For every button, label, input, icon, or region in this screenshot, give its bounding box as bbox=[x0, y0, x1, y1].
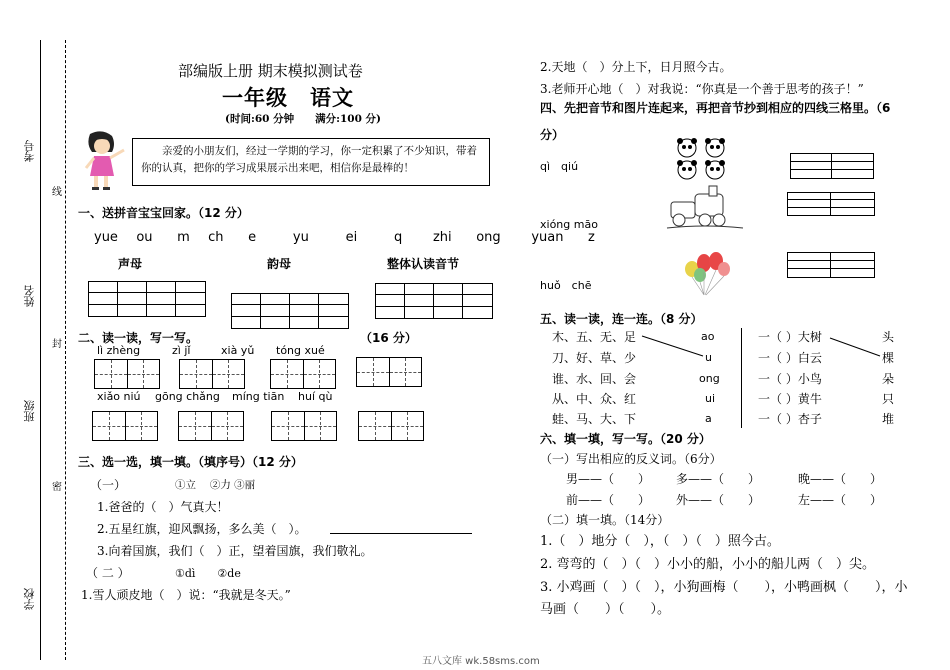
cat-shengmu: 声母 bbox=[118, 257, 143, 271]
exam-meta: (时间:60 分钟 满分:100 分) bbox=[225, 113, 382, 125]
section3-title: 三、选一选，填一填。（填序号）（12 分） bbox=[78, 455, 303, 469]
pinyin: xià yǔ bbox=[221, 344, 255, 357]
four-line-grid[interactable] bbox=[787, 252, 875, 278]
measure-phrase: 一（ ）黄牛 bbox=[758, 392, 822, 406]
panda-picture bbox=[675, 136, 730, 184]
writing-box[interactable] bbox=[179, 359, 245, 389]
measure-word: 堆 bbox=[882, 412, 895, 426]
section2-score: （16 分） bbox=[360, 331, 417, 345]
letter: m bbox=[177, 230, 190, 245]
label-name: 姓名 bbox=[23, 285, 36, 307]
footer-watermark: 五八文库 wk.58sms.com bbox=[422, 656, 540, 667]
letter: yuan bbox=[531, 230, 564, 245]
seal-mark-xian: 线 bbox=[52, 183, 62, 198]
vowel: a bbox=[705, 412, 712, 425]
pinyin: gōng chǎng bbox=[155, 390, 220, 403]
writing-box[interactable] bbox=[356, 357, 422, 387]
measure-word: 棵 bbox=[882, 351, 895, 365]
char-group: 刀、好、草、少 bbox=[552, 351, 637, 365]
writing-box[interactable] bbox=[94, 359, 160, 389]
syllable: huǒ chē bbox=[540, 279, 592, 292]
options-2: ①dì ②de bbox=[175, 567, 241, 580]
section1-letters bbox=[94, 230, 595, 245]
seal-mark-mi: 密 bbox=[52, 478, 62, 493]
pinyin: lì zhèng bbox=[97, 344, 141, 357]
question: 2.五星红旗，迎风飘扬，多么美（ ）。 bbox=[97, 522, 307, 536]
balloons-picture bbox=[680, 249, 735, 297]
train-picture bbox=[665, 184, 745, 232]
measure-word: 只 bbox=[882, 392, 895, 406]
antonym: 外——（ ） bbox=[676, 493, 761, 507]
fill-question: 1.（ ）地分（ ），（ ）（ ）照今古。 bbox=[540, 534, 780, 549]
letter: e bbox=[248, 230, 257, 245]
answer-grid-shengmu[interactable] bbox=[88, 281, 206, 317]
letter: ei bbox=[345, 230, 358, 245]
divider-line bbox=[741, 328, 742, 428]
section4-title-cont: 分） bbox=[540, 128, 565, 142]
fill-question: 2. 弯弯的（ ）（ ）小小的船，小小的船儿两（ ）尖。 bbox=[540, 557, 876, 572]
question: 1.雪人顽皮地（ ）说：“我就是冬天。” bbox=[81, 588, 291, 602]
antonym: 前——（ ） bbox=[566, 493, 651, 507]
pinyin: xiǎo niú bbox=[97, 390, 141, 403]
writing-box[interactable] bbox=[358, 411, 424, 441]
pinyin: míng tiān bbox=[232, 390, 285, 403]
exam-subtitle: 部编版上册 期末模拟测试卷 bbox=[178, 62, 363, 80]
char-group: 谁、水、回、会 bbox=[552, 372, 637, 386]
char-group: 木、五、无、足 bbox=[552, 330, 637, 344]
measure-phrase: 一（ ）杏子 bbox=[758, 412, 822, 426]
antonym: 男——（ ） bbox=[566, 472, 651, 486]
exam-title: 一年级 语文 bbox=[222, 86, 354, 110]
letter: yu bbox=[292, 230, 309, 245]
part-label: （ 二 ） bbox=[86, 566, 130, 580]
answer-grid-yunmu[interactable] bbox=[231, 293, 349, 329]
vowel: ong bbox=[699, 372, 720, 385]
four-line-grid[interactable] bbox=[790, 153, 874, 179]
antonym: 左——（ ） bbox=[798, 493, 883, 507]
char-group: 从、中、众、红 bbox=[552, 392, 637, 406]
cat-zhengti: 整体认读音节 bbox=[387, 257, 460, 271]
binding-dashed-line bbox=[65, 40, 66, 660]
letter: z bbox=[587, 230, 595, 245]
fill-question: 马画（ ）（ ）。 bbox=[540, 602, 671, 617]
letter: ong bbox=[476, 230, 501, 245]
answer-blank-line[interactable] bbox=[330, 533, 472, 534]
blank-line bbox=[40, 80, 41, 170]
part-label: （一） bbox=[90, 478, 127, 492]
letter: zhi bbox=[432, 230, 452, 245]
writing-box[interactable] bbox=[271, 411, 337, 441]
label-exam-number: 考号 bbox=[23, 140, 36, 162]
pinyin: tóng xué bbox=[276, 344, 325, 357]
seal-mark-feng: 封 bbox=[52, 335, 62, 350]
question: 3.向着国旗，我们（ ）正，望着国旗，我们敬礼。 bbox=[97, 544, 373, 558]
section4-title: 四、先把音节和图片连起来，再把音节抄到相应的四线三格里。（6 bbox=[540, 101, 891, 115]
letter: q bbox=[394, 230, 403, 245]
intro-message-box: 亲爱的小朋友们，经过一学期的学习，你一定积累了不少知识，带着你的认真，把你的学习成果展示出来吧，相信你是最棒的！ bbox=[132, 138, 490, 186]
measure-word: 朵 bbox=[882, 372, 895, 386]
syllable: qì qiú bbox=[540, 160, 579, 173]
writing-box[interactable] bbox=[270, 359, 336, 389]
vowel: u bbox=[705, 351, 712, 364]
four-line-grid[interactable] bbox=[787, 192, 875, 216]
options-1: ①立 ②力 ③丽 bbox=[175, 479, 256, 491]
question: 2.天地（ ）分上下，日月照今古。 bbox=[540, 60, 732, 74]
answer-grid-zhengti[interactable] bbox=[375, 283, 493, 319]
example-connecting-line bbox=[640, 330, 710, 360]
vowel: ui bbox=[705, 392, 716, 405]
measure-phrase: 一（ ）小鸟 bbox=[758, 372, 822, 386]
antonym: 晚——（ ） bbox=[798, 472, 883, 486]
char-group: 蛙、马、大、下 bbox=[552, 412, 637, 426]
section2-title: 二、读一读，写一写。 bbox=[78, 331, 199, 345]
cat-yunmu: 韵母 bbox=[267, 257, 292, 271]
letter: yue bbox=[94, 230, 118, 245]
part-label: （一）写出相应的反义词。（6分） bbox=[540, 452, 722, 466]
measure-phrase: 一（ ）大树 bbox=[758, 330, 822, 344]
pinyin: huí qù bbox=[298, 390, 333, 403]
writing-box[interactable] bbox=[92, 411, 158, 441]
vowel: ao bbox=[701, 330, 715, 343]
pinyin: zì jǐ bbox=[172, 344, 191, 357]
syllable: xióng māo bbox=[540, 218, 598, 231]
writing-box[interactable] bbox=[178, 411, 244, 441]
antonym: 多——（ ） bbox=[676, 472, 761, 486]
label-school: 学校 bbox=[23, 588, 36, 610]
letter: ou bbox=[136, 230, 153, 245]
part-label: （二）填一填。（14分） bbox=[540, 513, 670, 527]
question: 3.老师开心地（ ）对我说：“你真是一个善于思考的孩子！” bbox=[540, 82, 864, 96]
girl-illustration bbox=[80, 130, 130, 192]
label-class: 班级 bbox=[23, 400, 36, 422]
question: 1.爸爸的（ ）气真大！ bbox=[97, 500, 229, 514]
section5-title: 五、读一读，连一连。（8 分） bbox=[540, 312, 703, 326]
example-connecting-line-2 bbox=[828, 334, 883, 362]
section6-title: 六、填一填，写一写。（20 分） bbox=[540, 432, 711, 446]
measure-word: 头 bbox=[882, 330, 895, 344]
measure-phrase: 一（ ）白云 bbox=[758, 351, 822, 365]
fill-question: 3. 小鸡画（ ）（ ），小狗画梅（ ），小鸭画枫（ ），小 bbox=[540, 580, 908, 595]
section1-title: 一、送拼音宝宝回家。（12 分） bbox=[78, 206, 249, 220]
letter: ch bbox=[208, 230, 224, 245]
